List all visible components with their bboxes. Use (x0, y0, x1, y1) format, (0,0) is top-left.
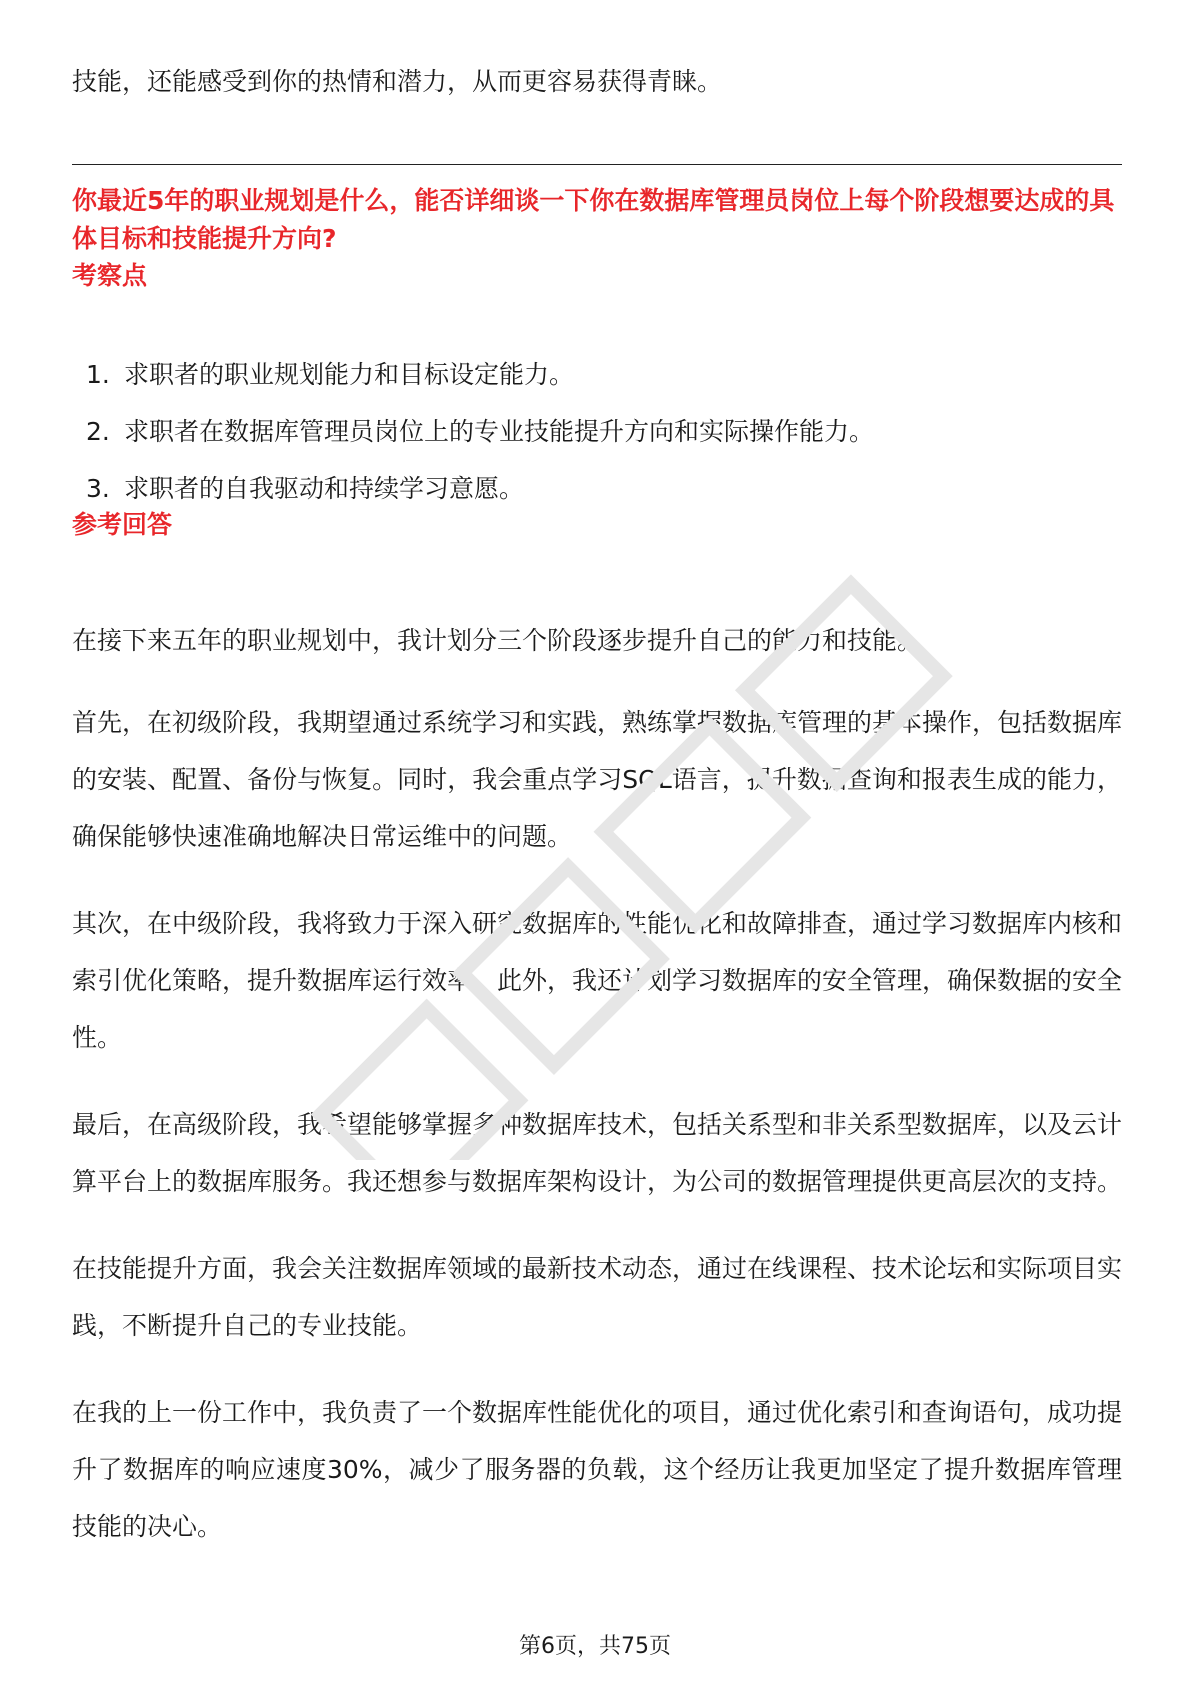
list-item-text: 求职者的自我驱动和持续学习意愿。 (124, 474, 525, 503)
list-item-text: 求职者在数据库管理员岗位上的专业技能提升方向和实际操作能力。 (124, 417, 875, 446)
page-number-footer: 第6页，共75页 (519, 1634, 671, 1659)
answer-paragraph: 首先，在初级阶段，我期望通过系统学习和实践，熟练掌握数据库管理的基本操作，包括数据库的安装、配置、备份与恢复。同时，我会重点学习SQL语言，提升数据查询和报表生成的能力，确保能够快速准确地解决日常运维中的问题。 (72, 708, 1123, 851)
answer-paragraph: 在接下来五年的职业规划中，我计划分三个阶段逐步提升自己的能力和技能。 (72, 626, 923, 655)
section-divider (72, 164, 1122, 165)
list-item-number: 3. (86, 474, 110, 503)
list-item (72, 469, 874, 509)
examination-points-list (72, 355, 874, 526)
answer-paragraph: 最后，在高级阶段，我希望能够掌握多种数据库技术，包括关系型和非关系型数据库，以及云计算平台上的数据库服务。我还想参与数据库架构设计，为公司的数据管理提供更高层次的支持。 (72, 1110, 1123, 1196)
answer-paragraph: 在技能提升方面，我会关注数据库领域的最新技术动态，通过在线课程、技术论坛和实际项目实践，不断提升自己的专业技能。 (72, 1254, 1123, 1340)
list-item-number: 1. (86, 360, 110, 389)
reference-answer-body (72, 612, 1122, 1585)
question-heading: 你最近5年的职业规划是什么，能否详细谈一下你在数据库管理员岗位上每个阶段想要达成的具体目标和技能提升方向? (72, 186, 1115, 253)
answer-paragraph: 在我的上一份工作中，我负责了一个数据库性能优化的项目，通过优化索引和查询语句，成功提升了数据库的响应速度30%，减少了服务器的负载，这个经历让我更加坚定了提升数据库管理技能的决心。 (72, 1398, 1123, 1541)
list-item-text: 求职者的职业规划能力和目标设定能力。 (124, 360, 575, 389)
examination-label: 考察点 (72, 261, 148, 290)
reference-answer-label: 参考回答 (72, 510, 173, 539)
answer-paragraph: 其次，在中级阶段，我将致力于深入研究数据库的性能优化和故障排查，通过学习数据库内核和索引优化策略，提升数据库运行效率。此外，我还计划学习数据库的安全管理，确保数据的安全性。 (72, 909, 1123, 1052)
list-item (72, 412, 874, 452)
intro-continuation-text: 技能，还能感受到你的热情和潜力，从而更容易获得青睐。 (72, 67, 723, 96)
list-item (72, 355, 874, 395)
list-item-number: 2. (86, 417, 110, 446)
